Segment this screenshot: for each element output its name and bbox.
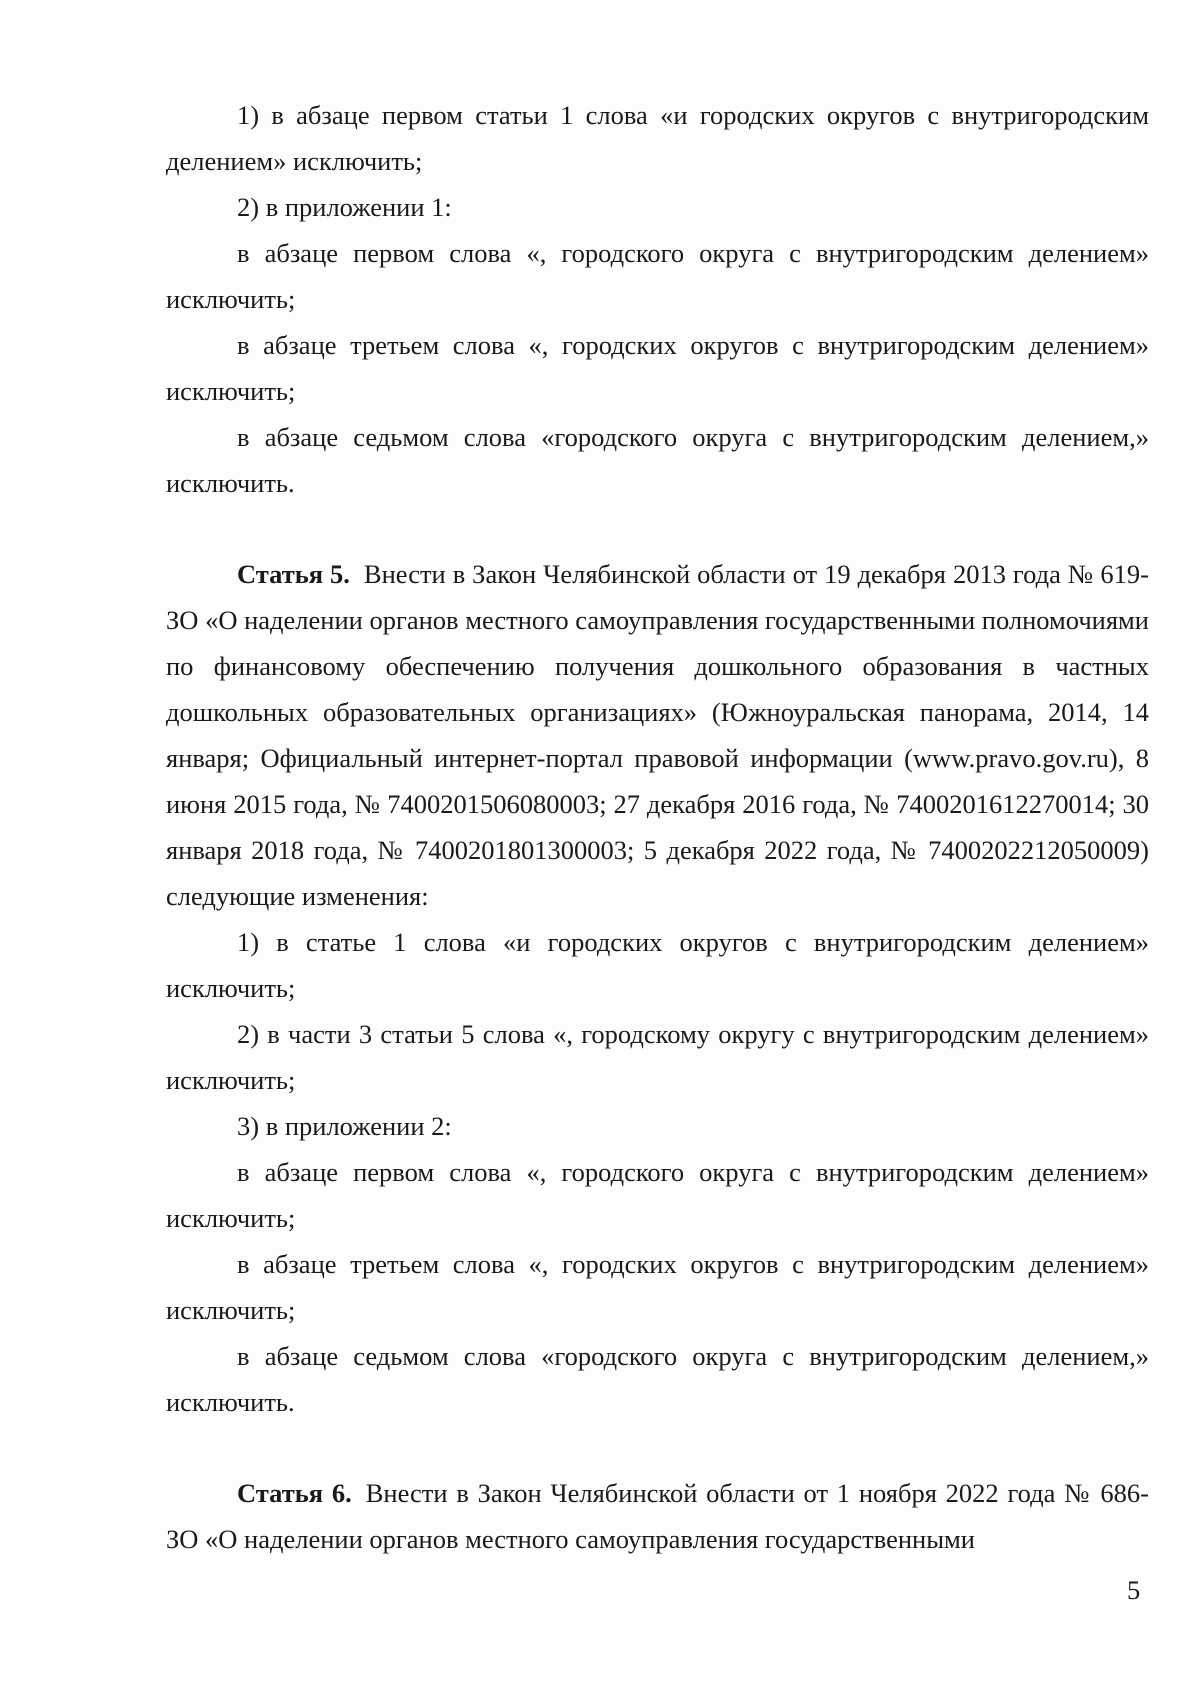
paragraph: 3) в приложении 2:	[237, 1111, 452, 1141]
paragraph: в абзаце третьем слова «, городских округов с внутригородским делением» исключить;	[166, 330, 1149, 406]
article-5-paragraph	[166, 551, 1149, 919]
paragraph: 1) в абзаце первом статьи 1 слова «и городских округов с внутригородским делением» исключить;	[166, 100, 1149, 176]
article-5-title: Статья 5.	[237, 559, 350, 589]
article-5-text: Внести в Закон Челябинской области от 19 декабря 2013 года № 619-ЗО «О наделении органов местного самоуправления государственными полномочиями по финансовому обеспечению получения дошкольного образования в частных дошкольных образовательных организациях» (Южноуральская панорама, 2014, 14 января; Официальный интернет-портал правовой информации (www.pravo.gov.ru), 8 июня 2015 года, № 7400201506080003; 27 декабря 2016 года, № 7400201612270014; 30 января 2018 года, № 7400201801300003; 5 декабря 2022 года, № 7400202212050009) следующие изменения:	[166, 559, 1150, 911]
paragraph: 1) в статье 1 слова «и городских округов с внутригородским делением» исключить;	[166, 927, 1149, 1003]
paragraph: в абзаце третьем слова «, городских округов с внутригородским делением» исключить;	[166, 1249, 1149, 1325]
paragraph: в абзаце первом слова «, городского округа с внутригородским делением» исключить;	[166, 238, 1149, 314]
paragraph: 2) в приложении 1:	[237, 192, 452, 222]
paragraph: 2) в части 3 статьи 5 слова «, городскому округу с внутригородским делением» исключить;	[166, 1019, 1149, 1095]
article-6-text: Внести в Закон Челябинской области от 1 ноября 2022 года № 686-ЗО «О наделении органов местного самоуправления государственными	[166, 1478, 1150, 1554]
paragraph: в абзаце первом слова «, городского округа с внутригородским делением» исключить;	[166, 1157, 1149, 1233]
page-number: 5	[1127, 1575, 1141, 1605]
document-body	[166, 92, 1149, 1562]
article-6-title: Статья 6.	[237, 1478, 352, 1508]
section-gap	[166, 506, 1149, 551]
article-6-paragraph	[166, 1470, 1149, 1562]
paragraph: в абзаце седьмом слова «городского округа с внутригородским делением,» исключить.	[166, 422, 1149, 498]
paragraph: в абзаце седьмом слова «городского округа с внутригородским делением,» исключить.	[166, 1341, 1149, 1417]
section-gap	[166, 1425, 1149, 1470]
